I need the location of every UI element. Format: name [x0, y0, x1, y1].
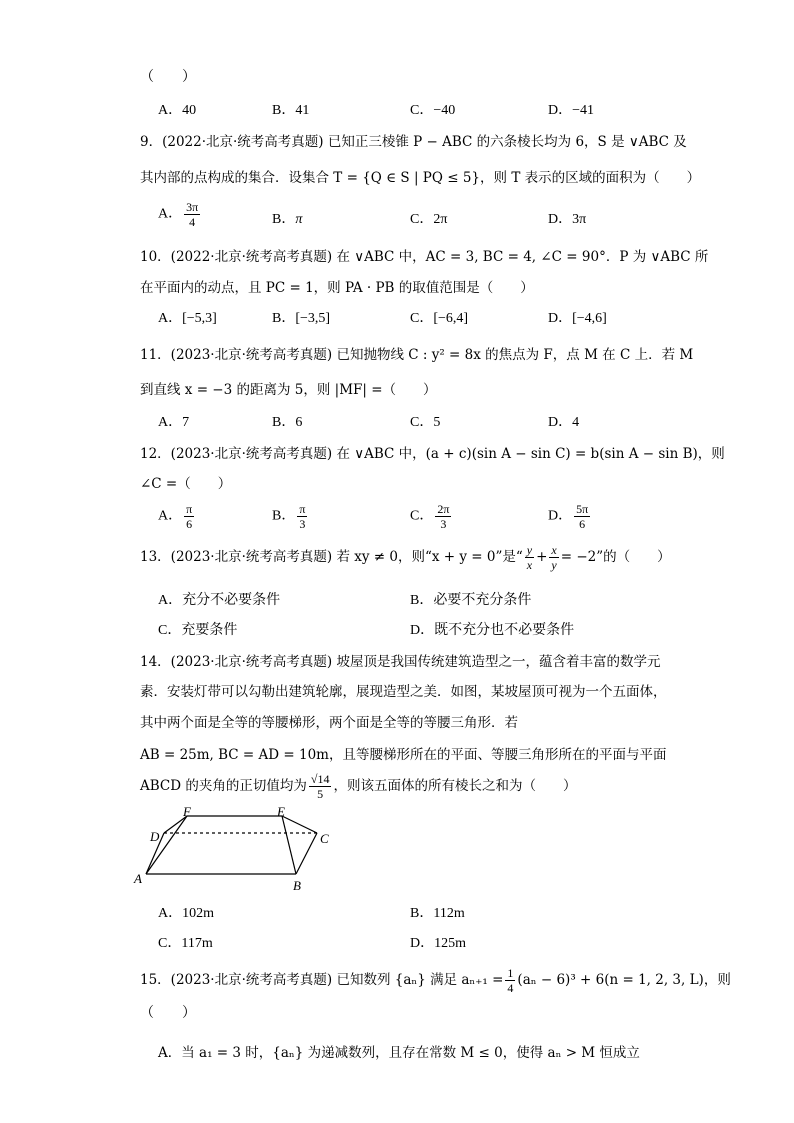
fraction-denominator: 6	[579, 517, 586, 531]
option-text: π	[295, 212, 303, 227]
edge-bc	[296, 833, 317, 874]
q14-stem-line2: 素．安装灯带可以勾勒出建筑轮廓，展现造型之美．如图，某坡屋顶可视为一个五面体，	[140, 684, 667, 700]
q9-option-d[interactable]	[548, 208, 586, 228]
q14-option-c[interactable]	[158, 932, 213, 952]
option-letter: D．	[548, 508, 573, 524]
option-letter: B．	[272, 508, 296, 524]
option-letter: C．	[410, 415, 434, 430]
q12-option-c[interactable]	[410, 502, 453, 531]
q15-stem-pre: 15．(2023·北京·统考高考真题) 已知数列 {aₙ} 满足 aₙ₊₁ =	[140, 972, 504, 988]
edge-fa	[146, 816, 187, 874]
q13-option-b[interactable]	[410, 589, 531, 609]
q10-stem-line2: 在平面内的动点，且 PC = 1，则 PA · PB 的取值范围是（ ）	[140, 280, 534, 296]
q10-option-c[interactable]	[410, 307, 468, 327]
q14-stem-line3: 其中两个面是全等的等腰梯形，两个面是全等的等腰三角形．若	[140, 715, 518, 731]
option-text: 40	[182, 103, 197, 118]
option-text: 6	[295, 415, 303, 430]
option-letter: D．	[410, 623, 435, 638]
fraction-numerator: 1	[507, 966, 514, 980]
q14-stem-line5	[140, 772, 576, 801]
option-letter: A．	[158, 906, 183, 921]
fraction	[549, 543, 558, 572]
option-letter: A．	[158, 508, 183, 524]
option-text: 2π	[433, 212, 448, 227]
fraction-denominator: 5	[317, 787, 324, 801]
fraction-numerator: 2π	[437, 502, 450, 516]
fraction	[574, 502, 590, 531]
q8-option-d[interactable]	[548, 99, 594, 119]
fraction-numerator: π	[186, 502, 193, 516]
option-text: 125m	[434, 936, 467, 951]
q9-stem-line2: 其内部的点构成的集合．设集合 T = {Q ∈ S | PQ ≤ 5}，则 T 表示的区域的面积为（ ）	[140, 170, 701, 186]
option-letter: A．	[158, 593, 183, 608]
q14-stem-line1: 14．(2023·北京·统考高考真题) 坡屋顶是我国传统建筑造型之一，蕴含着丰富的数学元	[140, 654, 661, 670]
option-text: 41	[295, 103, 310, 118]
option-text: 112m	[433, 906, 465, 921]
option-text: 102m	[182, 906, 215, 921]
q10-option-b[interactable]	[272, 307, 330, 327]
option-letter: B．	[272, 212, 296, 227]
q11-option-a[interactable]	[158, 411, 189, 431]
option-text: 充要条件	[181, 623, 238, 638]
roof-pentahedron-figure	[130, 805, 340, 895]
q11-option-d[interactable]	[548, 411, 579, 431]
q9-option-b[interactable]	[272, 208, 302, 228]
fraction-numerator: √14	[310, 772, 330, 786]
edge-ec	[282, 816, 317, 833]
option-text: 7	[182, 415, 190, 430]
fraction-numerator: π	[299, 502, 306, 516]
option-letter: C．	[410, 103, 434, 118]
option-text: [−6,4]	[433, 311, 469, 326]
q8-option-a[interactable]	[158, 99, 196, 119]
q11-option-b[interactable]	[272, 411, 302, 431]
option-letter: D．	[548, 103, 573, 118]
q10-stem-line1: 10．(2022·北京·统考高考真题) 在 ∨ABC 中，AC = 3, BC = 4, ∠C = 90°．P 为 ∨ABC 所	[140, 249, 709, 265]
q14-stem-line4: AB = 25m, BC = AD = 10m，且等腰梯形所在的平面、等腰三角形所在的平面与平面	[140, 747, 667, 763]
fraction-numerator: 3π	[186, 200, 199, 214]
fraction-denominator: 4	[189, 215, 196, 229]
vertex-label-e: E	[277, 805, 285, 819]
option-letter: D．	[410, 936, 435, 951]
option-letter: A．	[158, 206, 183, 222]
q14-option-d[interactable]	[410, 932, 466, 952]
option-text: −41	[572, 103, 595, 118]
option-letter: C．	[410, 212, 434, 227]
q13-option-d[interactable]	[410, 619, 574, 639]
fraction-denominator: 6	[186, 517, 193, 531]
fraction	[184, 200, 200, 229]
option-letter: C．	[158, 623, 182, 638]
fraction	[435, 502, 451, 531]
option-letter: D．	[548, 415, 573, 430]
option-text: 5	[433, 415, 441, 430]
edge-eb	[282, 816, 296, 874]
fraction-numerator: x	[551, 543, 557, 557]
fraction-denominator: 3	[299, 517, 306, 531]
option-letter: C．	[410, 311, 434, 326]
q12-option-b[interactable]	[272, 502, 309, 531]
fraction	[525, 543, 534, 572]
fraction	[184, 502, 194, 531]
option-text: 4	[572, 415, 580, 430]
fraction	[297, 502, 307, 531]
plus-sign: +	[536, 549, 548, 565]
vertex-label-a: A	[134, 871, 142, 886]
q15-paren: （ ）	[140, 1005, 196, 1021]
vertex-label-b: B	[293, 878, 301, 893]
option-text: 必要不充分条件	[433, 593, 532, 608]
fraction-numerator: 5π	[576, 502, 589, 516]
q11-stem-line1: 11．(2023·北京·统考高考真题) 已知抛物线 C : y² = 8x 的焦点为 F，点 M 在 C 上．若 M	[140, 347, 694, 363]
option-letter: B．	[410, 906, 434, 921]
option-text: 117m	[181, 936, 213, 951]
q8-paren: （ ）	[140, 69, 196, 85]
q12-stem-line1: 12．(2023·北京·统考高考真题) 在 ∨ABC 中，(a + c)(sin A − sin C) = b(sin A − sin B)，则	[140, 446, 725, 462]
option-text: −40	[433, 103, 456, 118]
option-text: 充分不必要条件	[182, 593, 281, 608]
vertex-label-d: D	[150, 829, 160, 844]
fraction	[309, 772, 332, 801]
q10-option-d[interactable]	[548, 307, 607, 327]
option-text: [−4,6]	[572, 311, 607, 326]
q9-option-a[interactable]	[158, 200, 202, 229]
option-text: [−5,3]	[182, 311, 217, 326]
fraction-denominator: 4	[507, 981, 514, 995]
q9-stem-line1: 9．(2022·北京·统考高考真题) 已知正三棱锥 P − ABC 的六条棱长均为 6，S 是 ∨ABC 及	[140, 134, 687, 150]
q13-stem-pre: 13．(2023·北京·统考高考真题) 若 xy ≠ 0，则“x + y = 0”是“	[140, 549, 523, 565]
q10-option-a[interactable]	[158, 307, 217, 327]
vertex-label-c: C	[320, 831, 329, 846]
option-letter: A．	[158, 103, 183, 118]
fraction-denominator: x	[526, 558, 533, 572]
q14-option-a[interactable]	[158, 902, 214, 922]
option-letter: B．	[272, 311, 296, 326]
q13-option-c[interactable]	[158, 619, 237, 639]
q15-option-a[interactable]	[158, 1041, 640, 1061]
q11-stem-line2: 到直线 x = −3 的距离为 5，则 |MF| =（ ）	[140, 382, 437, 398]
q8-option-c[interactable]	[410, 99, 455, 119]
q12-option-a[interactable]	[158, 502, 196, 531]
fraction-numerator: y	[526, 543, 533, 557]
option-text: 当 a₁ = 3 时，{aₙ} 为递减数列，且存在常数 M ≤ 0，使得 aₙ > M 恒成立	[181, 1045, 640, 1061]
option-text: [−3,5]	[295, 311, 331, 326]
option-letter: A．	[158, 311, 183, 326]
option-letter: B．	[410, 593, 434, 608]
q11-option-c[interactable]	[410, 411, 440, 431]
option-letter: D．	[548, 311, 573, 326]
q15-stem-post: (aₙ − 6)³ + 6(n = 1, 2, 3, L)，则	[517, 972, 731, 988]
q15-stem-line1	[140, 966, 731, 995]
fraction	[505, 966, 515, 995]
q13-option-a[interactable]	[158, 589, 280, 609]
option-letter: B．	[272, 415, 296, 430]
q8-option-b[interactable]	[272, 99, 309, 119]
q12-stem-line2: ∠C =（ ）	[140, 476, 232, 492]
option-text: 既不充分也不必要条件	[434, 623, 575, 638]
option-letter: A．	[158, 415, 183, 430]
q9-option-c[interactable]	[410, 208, 447, 228]
option-letter: D．	[548, 212, 573, 227]
q14-stem-post: ，则该五面体的所有棱长之和为（ ）	[333, 778, 577, 794]
q14-stem-pre: ABCD 的夹角的正切值均为	[140, 778, 307, 794]
option-letter: C．	[410, 508, 434, 524]
q12-option-d[interactable]	[548, 502, 592, 531]
q13-stem-post: = −2”的（ ）	[560, 549, 671, 565]
option-letter: C．	[158, 936, 182, 951]
q13-stem-line1	[140, 543, 671, 572]
vertex-label-f: F	[183, 805, 191, 819]
option-letter: A．	[158, 1045, 182, 1061]
option-letter: B．	[272, 103, 296, 118]
fraction-denominator: y	[551, 558, 557, 572]
q14-option-b[interactable]	[410, 902, 465, 922]
fraction-denominator: 3	[440, 517, 447, 531]
option-text: 3π	[572, 212, 587, 227]
